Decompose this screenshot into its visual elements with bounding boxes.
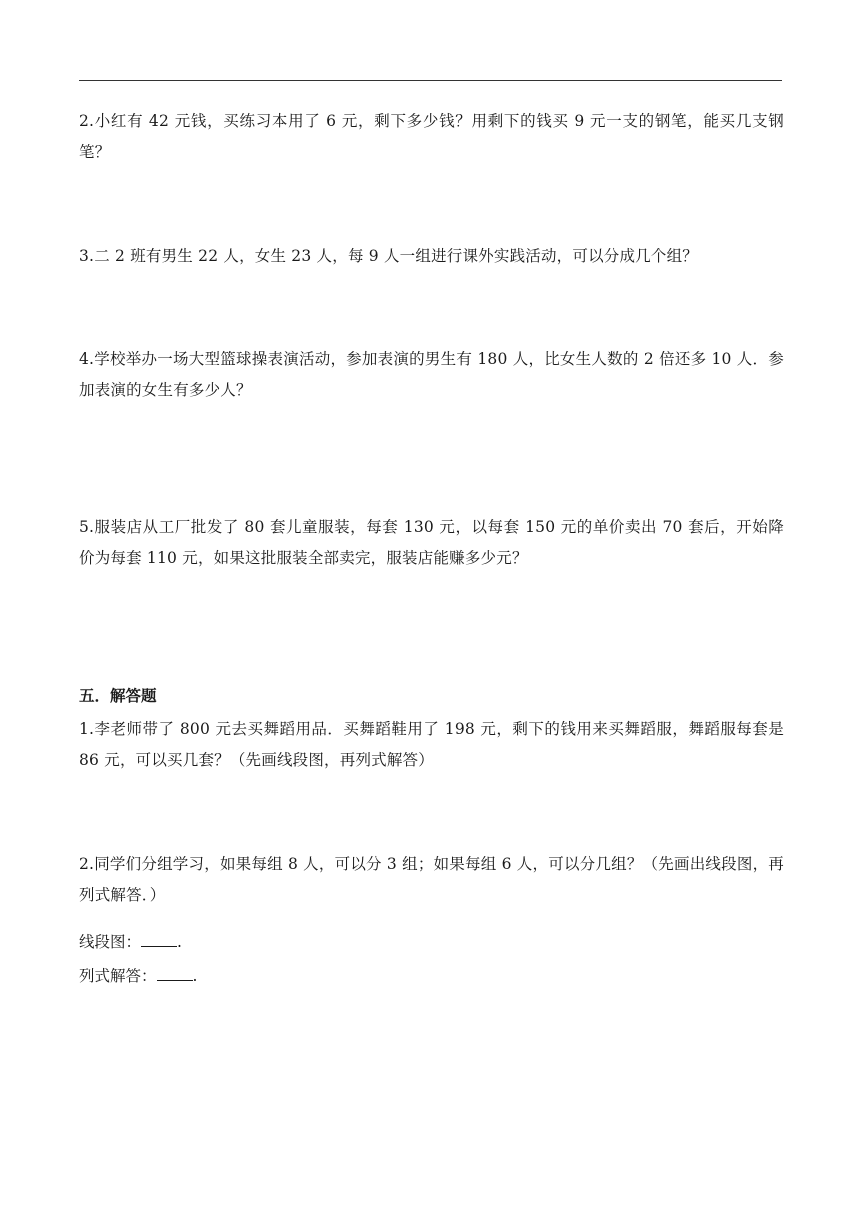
question-4-3: 3.二 2 班有男生 22 人，女生 23 人，每 9 人一组进行课外实践活动，可以分成几个组？ (79, 247, 698, 265)
header-rule (79, 80, 782, 81)
fill-line-solution (79, 961, 197, 992)
fill-label-solution: 列式解答： (79, 967, 157, 985)
question-5-2: 2.同学们分组学习，如果每组 8 人，可以分 3 组；如果每组 6 人，可以分几组？（先画出线段图，再列式解答．） (79, 855, 784, 904)
question-4-2: 2.小红有 42 元钱，买练习本用了 6 元，剩下多少钱？用剩下的钱买 9 元一支的钢笔，能买几支钢笔？ (79, 112, 784, 161)
fill-line-diagram (79, 927, 182, 958)
section-title-5: 五．解答题 (79, 686, 157, 705)
fill-end-diagram: . (177, 933, 182, 951)
question-4-4: 4.学校举办一场大型篮球操表演活动，参加表演的男生有 180 人，比女生人数的 2 倍还多 10 人．参加表演的女生有多少人？ (79, 350, 784, 399)
answer-blank-solution[interactable] (157, 964, 193, 981)
answer-blank-diagram[interactable] (141, 930, 177, 947)
question-4-5: 5.服装店从工厂批发了 80 套儿童服装，每套 130 元，以每套 150 元的单价卖出 70 套后，开始降价为每套 110 元，如果这批服装全部卖完，服装店能赚多少元？ (79, 518, 784, 567)
fill-end-solution: . (192, 967, 198, 985)
question-5-1: 1.李老师带了 800 元去买舞蹈用品．买舞蹈鞋用了 198 元，剩下的钱用来买舞蹈服，舞蹈服每套是 86 元，可以买几套？（先画线段图，再列式解答） (79, 720, 784, 769)
fill-label-diagram: 线段图： (79, 933, 142, 951)
